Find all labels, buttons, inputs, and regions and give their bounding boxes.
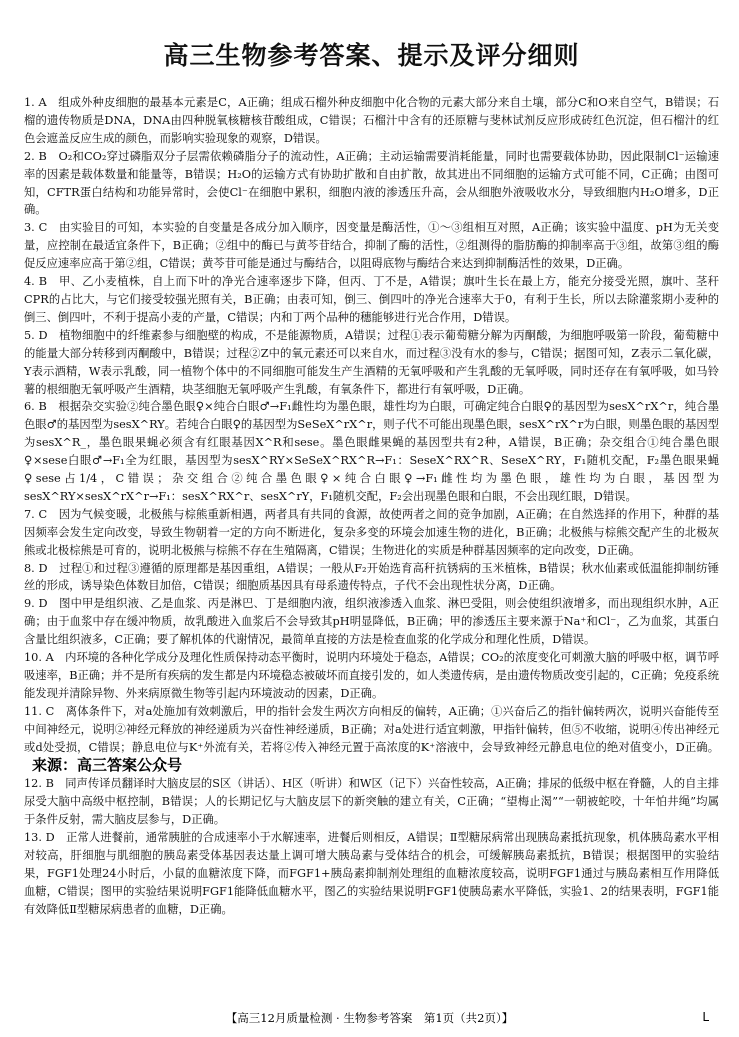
answer-item: 13. D 正常人进餐前，通常胰脏的合成速率小于水解速率，进餐后则相反，A错误；Ⅱ型糖尿病常出现胰岛素抵抗现象，机体胰岛素水平相对较高，肝细胞与肌细胞的胰岛素受体基因表达量上调可增大胰岛素与受体结合的机会，可缓解胰岛素抵抗，B错误；根据图甲的实验结果，FGF1处理24小时后，小鼠的血糖浓度下降，而FGF1+胰岛素抑制剂处理组的血糖浓度较高，说明FGF1通过与胰岛素相互作用降低血糖，C错误；图甲的实验结果说明FGF1能降低血糖水平，图乙的实验结果说明FGF1使胰岛素水平降低，实验1、2的结果表明，FGF1能有效降低Ⅱ型糖尿病患者的血糖，D正确。 (24, 831, 719, 916)
answer-item: 3. C 由实验目的可知，本实验的自变量是各成分加入顺序，因变量是酶活性，①～③组相互对照，A正确；该实验中温度、pH为无关变量，应控制在最适宜条件下，B正确；②组中的酶已与黄芩苷结合，抑制了酶的活性，②组测得的脂肪酶的抑制率高于③组，故第③组的酶促反应速率应高于第②组，C错误；黄芩苷可能是通过与酶结合，以阻碍底物与酶结合来达到抑制酶活性的效果，D正确。 (24, 221, 719, 271)
answer-list (24, 94, 719, 919)
answer-item: 9. D 图中甲是组织液、乙是血浆、丙是淋巴、丁是细胞内液，组织液渗透入血浆、淋巴受阻，则会使组织液增多，而出现组织水肿，A正确；由于血浆中存在缓冲物质，故乳酸进入血浆后不会导致其pH明显降低，B正确；甲的渗透压主要来源于Na⁺和Cl⁻，乙为血浆，其蛋白含量比组织液多，C正确；要了解机体的代谢情况，最简单直接的方法是检查血浆的化学成分和理化性质，D错误。 (24, 597, 719, 647)
watermark-source: 来源：高三答案公众号 (32, 755, 183, 774)
answer-item: 4. B 甲、乙小麦植株，自上而下叶的净光合速率逐步下降，但丙、丁不是，A错误；旗叶生长在最上方，能充分接受光照，旗叶、茎秆CPR的占比大，与它们接受较强光照有关，B正确；由表可知，倒三、倒四叶的净光合速率大于0，有利于生长，所以去除灌浆期小麦种的倒三、倒四叶，不利于提高小麦的产量，C错误；内和丁两个品种的穗能够进行光合作用，D错误。 (24, 275, 719, 324)
answer-item: 7. C 因为气候变暖，北极熊与棕熊重新相遇，两者具有共同的食源，故使两者之间的竞争加剧，A正确；在自然选择的作用下，种群的基因频率会发生定向改变，导致生物朝着一定的方向不断进化，复杂多变的环境会加速生物的进化，B正确；北极熊与棕熊交配产生的北极灰熊或北极棕熊是可育的，说明北极熊与棕熊不存在生殖隔离，C错误；生物进化的实质是种群基因频率的定向改变，D正确。 (24, 507, 719, 557)
answer-item: 12. B 同声传译员翻译时大脑皮层的S区（讲话）、H区（听讲）和W区（记下）兴奋性较高，A正确；排尿的低级中枢在脊髓，人的自主排尿受大脑中高级中枢控制，B错误；人的长期记忆与大脑皮层下的新突触的建立有关，C正确；“望梅止渴”“一朝被蛇咬，十年怕井绳”均属于条件反射，需大脑皮层参与，D正确。 (24, 777, 719, 827)
answer-item: 6. B 根据杂交实验②纯合墨色眼♀×纯合白眼♂→F₁雌性均为墨色眼，雄性均为白眼，可确定纯合白眼♀的基因型为sesX^rX^r，纯合墨色眼♂的基因型为sesX^RY。若纯合白眼♀的基因型为SeSeX^rX^r，则子代不可能出现墨色眼，sesX^rX^r为白眼，则墨色眼的基因型为sesX^R_，墨色眼果蝇必须含有红眼基因X^R和sese。墨色眼雌果蝇的基因型共有2种，A错误，B正确；杂交组合①纯合墨色眼♀×sese白眼♂→F₁全为红眼，基因型为sesX^RY×SeSeX^RX^R→F₁：SeseX^RX^R、SeseX^RY，F₁随机交配，F₂墨色眼果蝇♀sese占1/4，C错误；杂交组合②纯合墨色眼♀×纯合白眼♀→F₁雌性均为墨色眼，雄性均为白眼，基因型为sesX^RY×sesX^rX^r→F₁：sesX^RX^r、sesX^rY，F₁随机交配，F₂会出现墨色眼和白眼，不会出现红眼，D错误。 (24, 400, 719, 503)
answer-item (24, 703, 719, 776)
answer-item: 10. A 内环境的各种化学成分及理化性质保持动态平衡时，说明内环境处于稳态，A错误；CO₂的浓度变化可刺激大脑的呼吸中枢，调节呼吸速率，B正确；并不是所有疾病的发生都是内环境稳态被破坏而直接引发的，如人类遗传病，是由遗传物质改变引起的，C正确；免疫系统能发现并清除异物、外来病原微生物等引起内环境波动的因素，D正确。 (24, 651, 719, 700)
answer-item: 8. D 过程①和过程③遵循的原理都是基因重组，A错误；一般从F₂开始选育高秆抗锈病的玉米植株，B错误；秋水仙素或低温能抑制纺锤丝的形成，诱导染色体数目加倍，C错误；细胞质基因具有母系遗传特点，子代不会出现性状分离，D正确。 (24, 561, 719, 593)
page-footer: 【高三12月质量检测 · 生物参考答案 第1页（共2页）】 (225, 1011, 514, 1025)
answer-item-text: 11. C 离体条件下，对a处施加有效刺激后，甲的指针会发生两次方向相反的偏转，A正确；①兴奋后乙的指针偏转两次，说明兴奋能传至中间神经元，说明②神经元释放的神经递质为兴奋性神经递质，B正确；对a处进行适宜刺激，甲指针偏转，但⑤不收缩，说明④传出神经元或d处受损，C错误；静息电位与K⁺外流有关，若将②传入神经元置于高浓度的K⁺溶液中，会导致神经元静息电位的绝对值变小，D正确。 (24, 704, 719, 754)
page-title: 高三生物参考答案、提示及评分细则 (163, 41, 580, 70)
answer-item: 1. A 组成外种皮细胞的最基本元素是C，A正确；组成石榴外种皮细胞中化合物的元素大部分来自土壤，部分C和O来自空气，B错误；石榴的遗传物质是DNA，DNA由四种脱氧核糖核苷酸组成，C错误；石榴汁中含有的还原糖与斐林试剂反应形成砖红色沉淀，但石榴汁的红色会遮盖反应生成的颜色，而影响实验现象的观察，D错误。 (24, 96, 719, 145)
answer-item: 2. B O₂和CO₂穿过磷脂双分子层需依赖磷脂分子的流动性，A正确；主动运输需要消耗能量，同时也需要载体协助，因此限制Cl⁻运输速率的因素是载体数量和能量等，B错误；H₂O的运输方式有协助扩散和自由扩散，故其进出不同细胞的运输方式可能不同，C正确；由图可知，CFTR蛋白结构和功能异常时，会使Cl⁻在细胞中累积，细胞内液的渗透压升高，会从细胞外液吸收水分，导致细胞内H₂O增多，D正确。 (24, 149, 719, 217)
answer-item: 5. D 植物细胞中的纤维素参与细胞壁的构成，不是能源物质，A错误；过程①表示葡萄糖分解为丙酮酸，为细胞呼吸第一阶段，葡萄糖中的能量大部分转移到丙酮酸中，B错误；过程②Z中的氧元素还可以来自水，而过程③没有水的参与，C错误；据图可知，Z表示二氧化碳，Y表示酒精，W表示乳酸，同一植物个体中的不同细胞可能发生产生酒精的无氧呼吸和产生乳酸的无氧呼吸，同时还存在有氧呼吸，如马铃薯的根细胞无氧呼吸产生酒精，块茎细胞无氧呼吸产生乳酸，有氧条件下，都进行有氧呼吸，D正确。 (24, 328, 719, 396)
corner-mark: L (702, 1010, 709, 1024)
